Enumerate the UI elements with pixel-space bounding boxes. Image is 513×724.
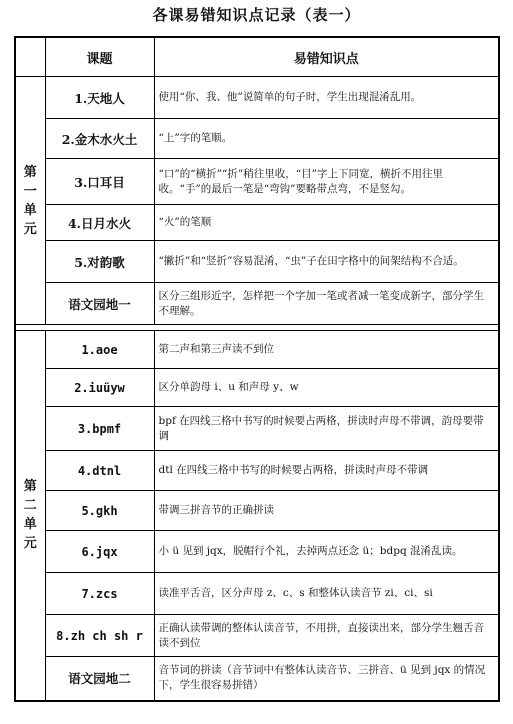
table-row (15, 159, 499, 205)
topic-cell: 6.jqx (45, 531, 154, 573)
topic-cell: 3.口耳目 (45, 159, 154, 205)
topic-cell: 3.bpmf (45, 407, 154, 451)
point-cell: 音节词的拼读（音节词中有整体认读音节、三拼音、ü 见到 jqx 的情况下，学生很容易拼错） (154, 657, 499, 701)
point-cell: 第二声和第三声读不到位 (154, 331, 499, 369)
table-row (15, 657, 499, 701)
topic-cell: 7.zcs (45, 573, 154, 615)
topic-cell: 1.aoe (45, 331, 154, 369)
table-row (15, 283, 499, 325)
point-cell: 读准平舌音，区分声母 z、c、s 和整体认读音节 zi、ci、si (154, 573, 499, 615)
point-cell: dtl 在四线三格中书写的时候要占两格，拼读时声母不带调 (154, 451, 499, 491)
topic-cell: 语文园地二 (45, 657, 154, 701)
unit-2-label (15, 331, 45, 701)
topic-cell: 8.zh ch sh r (45, 615, 154, 657)
point-cell: 区分单韵母 i、u 和声母 y、w (154, 369, 499, 407)
page-title: 各课易错知识点记录（表一） (152, 6, 361, 24)
topic-cell: 5.gkh (45, 491, 154, 531)
point-cell: bpf 在四线三格中书写的时候要占两格，拼读时声母不带调，韵母要带调 (154, 407, 499, 451)
point-cell: 区分三组形近字，怎样把一个字加一笔或者减一笔变成新字，部分学生不理解。 (154, 283, 499, 325)
topic-cell: 4.dtnl (45, 451, 154, 491)
topic-cell: 语文园地一 (45, 283, 154, 325)
unit-1-label (15, 77, 45, 325)
topic-cell: 4.日月水火 (45, 205, 154, 241)
topic-cell: 1.天地人 (45, 77, 154, 119)
table-row (15, 573, 499, 615)
point-cell: “上”字的笔顺。 (154, 119, 499, 159)
topic-cell: 2.iuüyw (45, 369, 154, 407)
table-row (15, 369, 499, 407)
table-row (15, 205, 499, 241)
point-cell: “火”的笔顺 (154, 205, 499, 241)
table-row (15, 451, 499, 491)
unit-1-label-text: 第 一 单 元 (23, 164, 37, 237)
point-cell: 带调三拼音节的正确拼读 (154, 491, 499, 531)
table-row (15, 531, 499, 573)
table-header-row (15, 37, 499, 77)
error-record-table (14, 36, 500, 702)
table-row (15, 407, 499, 451)
table-row (15, 241, 499, 283)
header-points: 易错知识点 (154, 37, 499, 77)
point-cell: 小 ü 见到 jqx，脱帽行个礼，去掉两点还念 ü；bdpq 混淆乱读。 (154, 531, 499, 573)
table-row (15, 119, 499, 159)
point-cell: “撇折”和“竖折”容易混淆，“虫”子在田字格中的间架结构不合适。 (154, 241, 499, 283)
header-unit (15, 37, 45, 77)
unit-2-label-text: 第 二 单 元 (23, 479, 37, 552)
table-row (15, 77, 499, 119)
table-row (15, 491, 499, 531)
topic-cell: 5.对韵歌 (45, 241, 154, 283)
point-cell: “口”的“横折”“折”稍往里收，“目”字上下同宽，横折不用往里收。“手”的最后一笔是“弯钩”要略带点弯，不是竖勾。 (154, 159, 499, 205)
point-cell: 使用“你、我、他”说简单的句子时，学生出现混淆乱用。 (154, 77, 499, 119)
table-row (15, 331, 499, 369)
topic-cell: 2.金木水火土 (45, 119, 154, 159)
header-topic: 课题 (45, 37, 154, 77)
table-row (15, 615, 499, 657)
point-cell: 正确认读带调的整体认读音节，不用拼，直接读出来，部分学生翘舌音读不到位 (154, 615, 499, 657)
